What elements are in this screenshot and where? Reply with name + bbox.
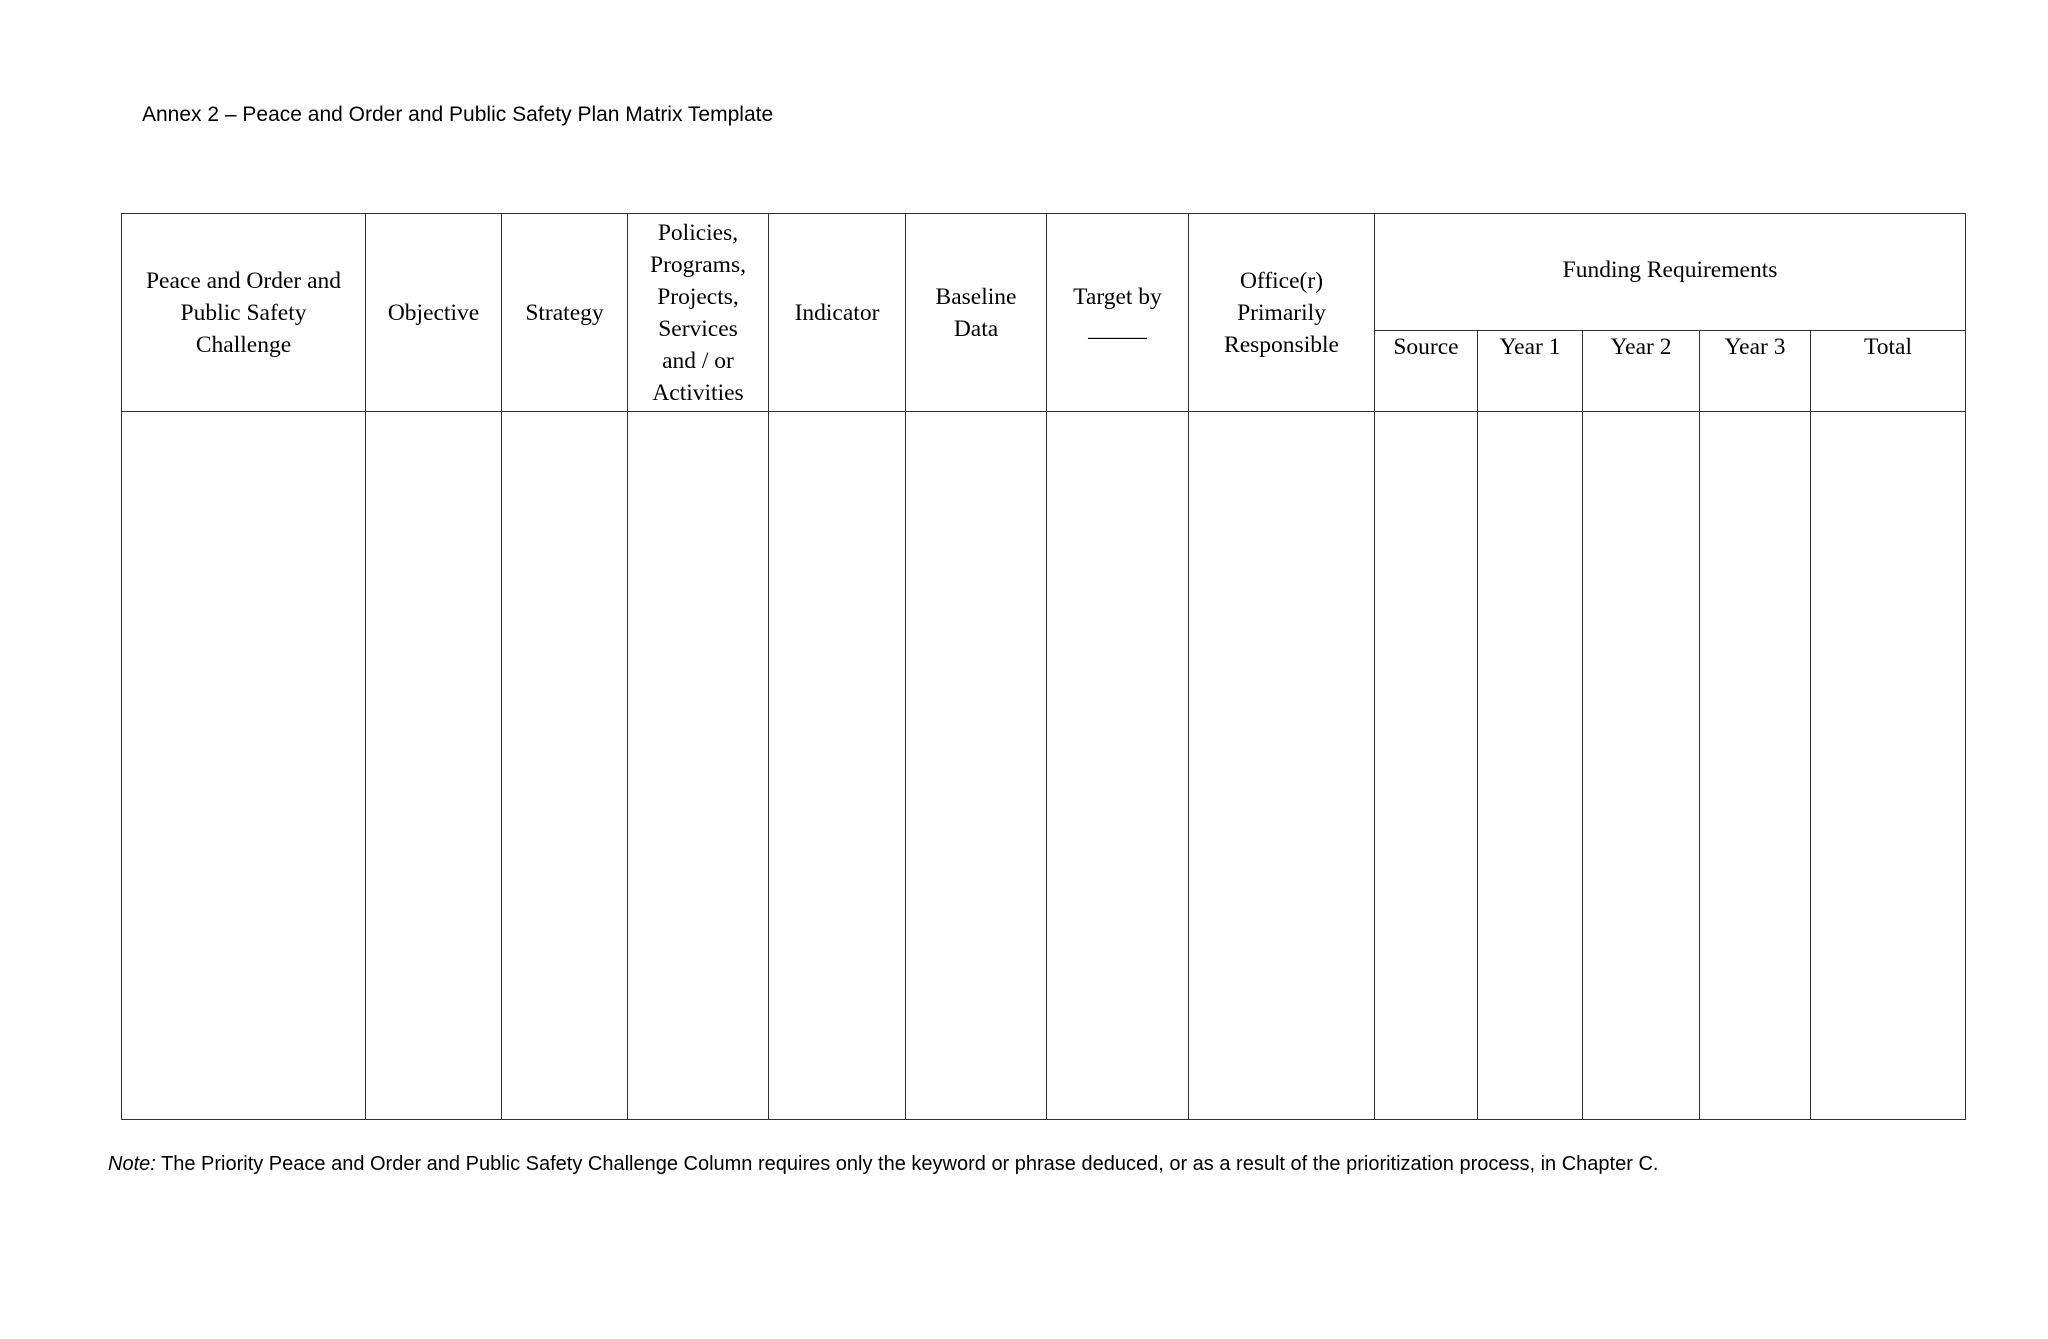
table-cell: [366, 412, 502, 1120]
footnote: [108, 1150, 1658, 1178]
table-cell: [1375, 412, 1478, 1120]
table-cell: [122, 412, 366, 1120]
note-text: The Priority Peace and Order and Public Safety Challenge Column requires only the keyword or phrase deduced, or as a result of the prioritization process, in Chapter C.: [155, 1153, 1659, 1175]
plan-matrix-table: [121, 213, 1966, 1120]
table-cell: [1583, 412, 1700, 1120]
annex-title: Annex 2 – Peace and Order and Public Safety Plan Matrix Template: [142, 103, 774, 126]
table-row: [122, 412, 1966, 1120]
table-cell: [1047, 412, 1189, 1120]
table-header-row: [122, 214, 1966, 331]
table-cell: [906, 412, 1047, 1120]
col-header-total: Total: [1811, 331, 1966, 412]
col-header-challenge: Peace and Order and Public Safety Challenge: [122, 214, 366, 412]
table-cell: [1700, 412, 1811, 1120]
col-header-year-2: Year 2: [1583, 331, 1700, 412]
table-cell: [1811, 412, 1966, 1120]
table-cell: [769, 412, 906, 1120]
col-header-funding-requirements: Funding Requirements: [1375, 214, 1966, 331]
col-header-baseline-data: Baseline Data: [906, 214, 1047, 412]
col-header-ppas: Policies, Programs, Projects, Services and / or Activities: [628, 214, 769, 412]
note-label: Note:: [108, 1153, 156, 1175]
col-header-source: Source: [1375, 331, 1478, 412]
col-header-year-3: Year 3: [1700, 331, 1811, 412]
table-cell: [1478, 412, 1583, 1120]
col-header-objective: Objective: [366, 214, 502, 412]
col-header-indicator: Indicator: [769, 214, 906, 412]
table-cell: [502, 412, 628, 1120]
col-header-year-1: Year 1: [1478, 331, 1583, 412]
col-header-target: Target by _____: [1047, 214, 1189, 412]
table-cell: [628, 412, 769, 1120]
col-header-strategy: Strategy: [502, 214, 628, 412]
col-header-office-responsible: Office(r) Primarily Responsible: [1189, 214, 1375, 412]
table-cell: [1189, 412, 1375, 1120]
